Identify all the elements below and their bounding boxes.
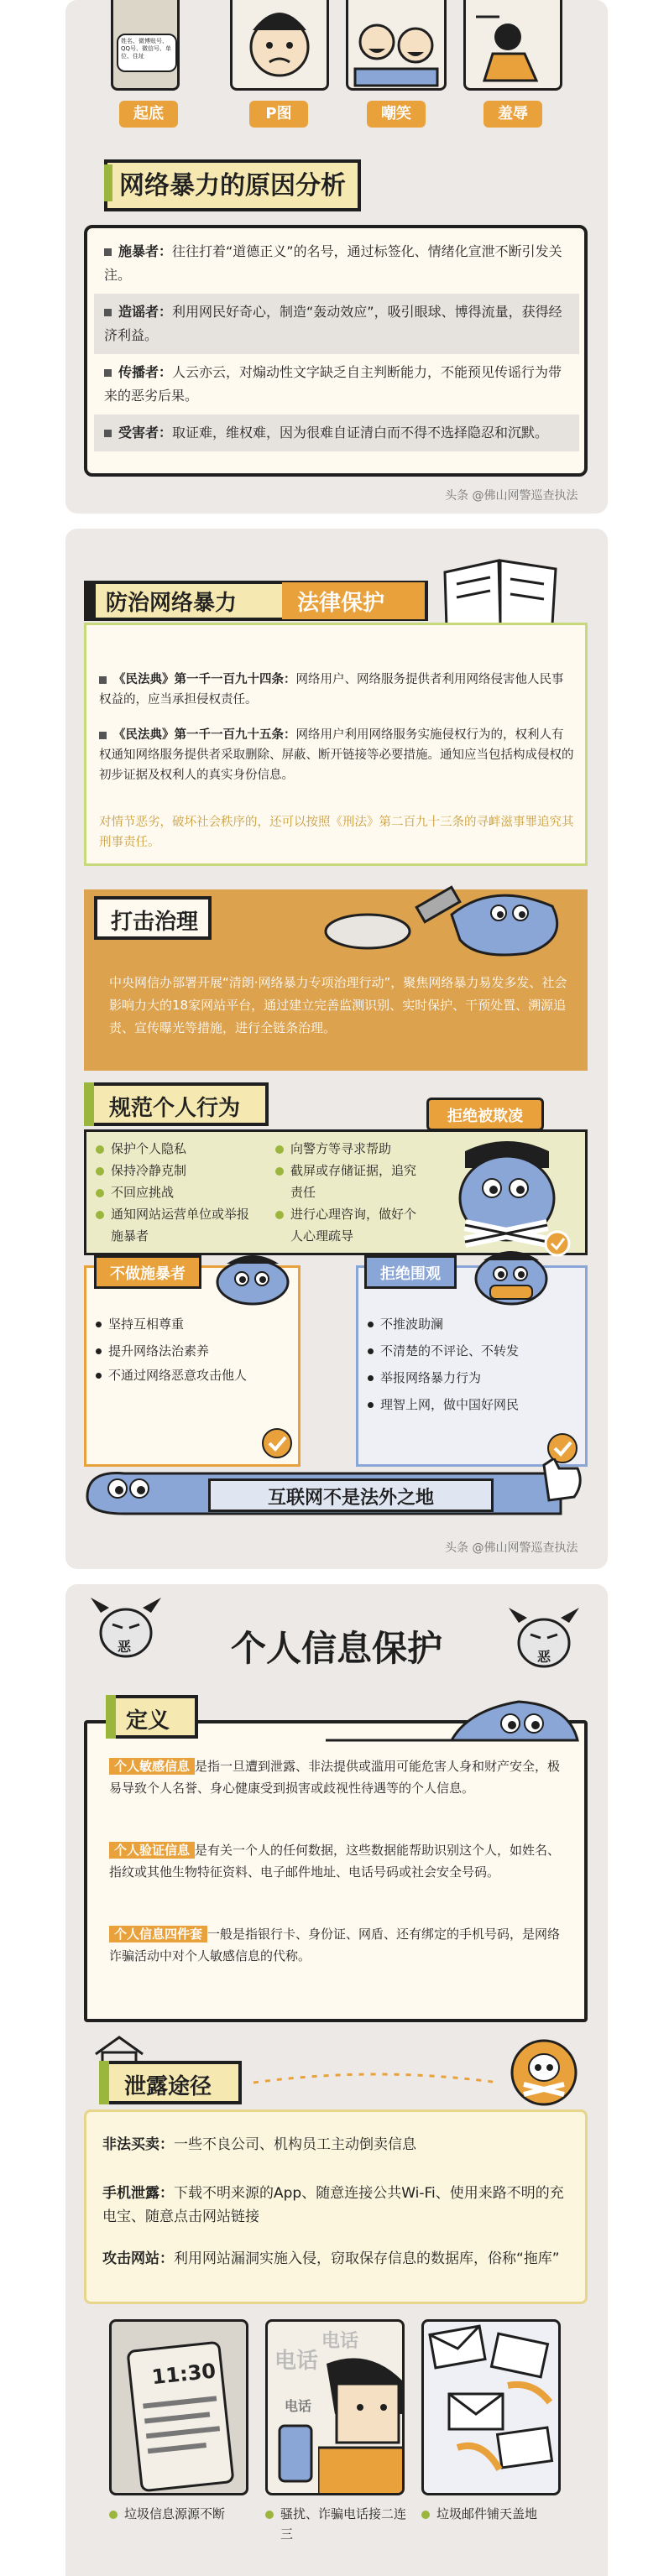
bullet-icon	[104, 248, 112, 256]
leak-title-accent	[99, 2061, 109, 2104]
bullet-icon	[421, 2511, 430, 2519]
laughing-crowd-icon	[348, 0, 444, 87]
open-book-icon	[438, 547, 564, 631]
def-tag-four: 个人信息四件套	[109, 1926, 207, 1942]
law-title-b: 法律保护	[297, 591, 385, 616]
hammer-blob-icon	[301, 873, 586, 965]
bullet-icon	[265, 2511, 274, 2519]
list-item: 坚持互相尊重	[96, 1311, 289, 1338]
cause-title-accent	[104, 164, 112, 201]
bullet-icon	[96, 1373, 102, 1379]
behave-title-accent	[84, 1082, 94, 1126]
bullet-icon	[104, 430, 112, 437]
tag-photoshop: P图	[249, 101, 308, 128]
bullet-icon	[368, 1375, 374, 1381]
bullet-icon	[109, 2511, 118, 2519]
comic-frame-4	[463, 0, 562, 91]
bad-villain-right-icon	[502, 1603, 586, 1678]
worried-man-icon	[318, 2355, 405, 2495]
list-item: 进行心理咨询，做好个人心理疏导	[275, 1203, 426, 1247]
tag-doxxing: 起底	[119, 101, 178, 128]
refuse-watch-list	[368, 1311, 578, 1418]
phone-line-4	[148, 2443, 206, 2453]
slogan: 互联网不是法外之地	[267, 1488, 434, 1509]
panel-cause	[65, 0, 608, 514]
tag-humiliation: 羞辱	[483, 101, 542, 128]
bad-glyph-left: 恶	[118, 1639, 132, 1655]
skull-icon	[509, 2037, 579, 2108]
illus-phone-calls	[265, 2319, 405, 2495]
bullet-icon	[96, 1167, 104, 1176]
tag-mocking: 嘲笑	[367, 101, 426, 128]
panel-law	[65, 529, 608, 1569]
crying-face-icon	[233, 0, 327, 87]
comic-frame-3	[346, 0, 447, 91]
leak-attack: 攻击网站：利用网站漏洞实施入侵，窃取保存信息的数据库，俗称“拖库”	[102, 2250, 560, 2267]
def-tag-verify: 个人验证信息	[109, 1842, 195, 1859]
info-bubble	[117, 34, 177, 72]
cause-item-victim: 受害者：取证难，维权难，因为很难自证清白而不得不选择隐忍和沉默。	[94, 415, 579, 451]
panel-privacy	[65, 1584, 608, 2576]
bullet-icon	[99, 732, 107, 739]
def-sensitive: 个人敏感信息 是指一旦遭到泄露、非法提供或滥用可能危害人身和财产安全，极易导致个人名誉、身心健康受到损害或歧视性待遇等的个人信息。	[109, 1759, 561, 1796]
bullet-icon	[99, 676, 107, 684]
law-civil-1195: 《民法典》第一千一百九十五条：网络用户利用网络服务实施侵权行为的，权利人有权通知网络服务提供者采取删除、屏蔽、断开链接等必要措施。通知应当包括构成侵权的初步证据及权利人的真实身份信息。	[99, 728, 574, 782]
leak-illegal-trade: 非法买卖：一些不良公司、机构员工主动倒卖信息	[102, 2136, 416, 2153]
def-tag-sensitive: 个人敏感信息	[109, 1758, 195, 1775]
privacy-title: 个人信息保护	[230, 1628, 442, 1669]
caption-calls: 骚扰、诈骗电话接二连三	[265, 2504, 408, 2544]
bullet-icon	[96, 1145, 104, 1154]
law-criminal-note: 对情节恶劣，破坏社会秩序的，还可以按照《刑法》第二百九十三条的寻衅滋事罪追究其刑事责任。	[99, 816, 574, 849]
no-bully-tag: 不做施暴者	[94, 1255, 201, 1289]
strike-text: 中央网信办部署开展“清朗·网络暴力专项治理行动”，聚焦网络暴力易发多发、社会影响力大的18家网站平台，通过建立完善监测识别、实时保护、干预处置、溯源追责、宣传曝光等措施，进行全链条治理。	[109, 975, 567, 1035]
phone-time: 11:30	[150, 2359, 217, 2390]
list-item: 保持冷静克制	[96, 1160, 255, 1181]
bullet-icon	[96, 1348, 102, 1354]
list-item: 不回应挑战	[96, 1181, 255, 1203]
def-verify: 个人验证信息 是有关一个人的任何数据，这些数据能帮助识别这个人，如姓名、指纹或其他生物特征资料、电子邮件地址、电话号码或社会安全号码。	[109, 1843, 561, 1880]
bullet-icon	[275, 1145, 284, 1154]
caption-mail: 垃圾邮件铺天盖地	[421, 2504, 564, 2524]
list-item: 不通过网络恶意攻击他人	[96, 1364, 289, 1386]
bullet-icon	[275, 1211, 284, 1219]
bullet-icon	[368, 1348, 374, 1354]
caption-spam: 垃圾信息源源不断	[109, 2504, 252, 2524]
leak-title: 泄露途径	[124, 2074, 212, 2099]
envelopes-icon	[424, 2322, 558, 2493]
law-title-a: 防治网络暴力	[106, 591, 238, 616]
phone-line-1	[143, 2396, 217, 2408]
bullet-icon	[96, 1189, 104, 1197]
watermark-law: 头条 @佛山网警巡查执法	[445, 1541, 578, 1555]
cause-item-spreader: 传播者：人云亦云，对煽动性文字缺乏自主判断能力，不能预见传谣行为带来的恶劣后果。	[94, 354, 579, 415]
def-four-piece: 个人信息四件套 一般是指银行卡、身份证、网盾、还有绑定的手机号码，是网络诈骗活动中对个人敏感信息的代称。	[109, 1927, 561, 1963]
list-item: 理智上网，做中国好网民	[368, 1391, 578, 1418]
law-civil-1194: 《民法典》第一千一百九十四条：网络用户、网络服务提供者利用网络侵害他人民事权益的，应当承担侵权责任。	[99, 673, 564, 707]
law-title-accent	[84, 581, 96, 621]
bullet-icon	[275, 1167, 284, 1176]
refuse-watch-tag: 拒绝围观	[364, 1255, 457, 1289]
illus-spam-mail	[421, 2319, 561, 2495]
no-bully-list	[96, 1311, 289, 1386]
behave-right-list	[275, 1138, 426, 1247]
cause-title: 网络暴力的原因分析	[104, 159, 361, 211]
watermark-cause: 头条 @佛山网警巡查执法	[445, 489, 578, 503]
blue-character-peeking-over-card-icon	[317, 1690, 586, 1750]
call-word-1: 电话	[274, 2349, 319, 2374]
kneeling-person-icon	[466, 0, 560, 87]
bullet-icon	[104, 309, 112, 316]
list-item: 保护个人隐私	[96, 1138, 255, 1160]
def-title: 定义	[126, 1708, 170, 1734]
bullet-icon	[368, 1402, 374, 1408]
list-item: 向警方等寻求帮助	[275, 1138, 426, 1160]
phone-screen	[126, 2341, 234, 2493]
check-badge-icon	[260, 1426, 294, 1460]
bullet-icon	[368, 1322, 374, 1327]
dotted-path-icon	[250, 2062, 502, 2096]
list-item: 通知网站运营单位或举报施暴者	[96, 1203, 255, 1247]
call-word-3: 电话	[285, 2398, 312, 2414]
def-title-accent	[106, 1695, 116, 1739]
bullet-icon	[96, 1211, 104, 1219]
list-item: 提升网络法治素养	[96, 1338, 289, 1364]
cause-item-rumor: 造谣者：利用网民好奇心，制造“轰动效应”，吸引眼球、博得流量，获得经济利益。	[94, 294, 579, 354]
behave-title: 规范个人行为	[109, 1096, 241, 1121]
list-item: 举报网络暴力行为	[368, 1364, 578, 1391]
illus-spam-phone	[109, 2319, 248, 2495]
bad-villain-left-icon	[84, 1593, 168, 1668]
list-item: 不推波助澜	[368, 1311, 578, 1338]
leak-phone: 手机泄露：下载不明来源的App、随意连接公共Wi-Fi、使用来路不明的充电宝、随意点击网站链接	[102, 2185, 564, 2225]
refuse-bully-tag: 拒绝被欺凌	[426, 1098, 544, 1131]
bubble-text: 姓名、微博账号、QQ号、微信号、单位、住址	[121, 38, 172, 60]
blue-character-covering-mouth-icon	[465, 1242, 557, 1309]
list-item: 不清楚的不评论、不转发	[368, 1338, 578, 1364]
blue-character-peeking-icon	[206, 1249, 299, 1307]
comic-frame-2	[230, 0, 329, 91]
call-word-2: 电话	[321, 2331, 359, 2352]
bad-glyph-right: 恶	[537, 1649, 551, 1665]
phone-line-3	[146, 2426, 220, 2438]
bullet-icon	[104, 369, 112, 377]
comic-frame-1	[111, 0, 180, 91]
bullet-icon	[96, 1322, 102, 1327]
phone-line-2	[144, 2412, 210, 2423]
cause-item-perpetrator: 施暴者：往往打着“道德正义”的名号，通过标签化、情绪化宣泄不断引发关注。	[94, 233, 579, 294]
list-item: 截屏或存储证据，追究责任	[275, 1160, 426, 1203]
phone-hand-icon	[273, 2422, 323, 2490]
behave-left-list	[96, 1138, 255, 1247]
cause-list	[94, 233, 579, 451]
strike-title: 打击治理	[111, 910, 199, 935]
